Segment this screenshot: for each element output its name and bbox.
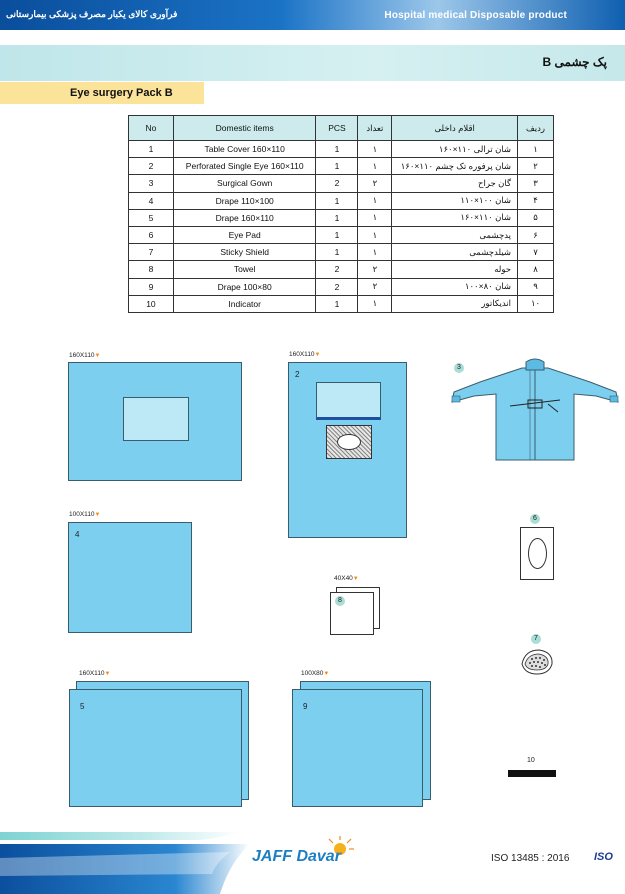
cell-row-fa: ۳ xyxy=(518,175,554,192)
header-persian-title: فرآوری کالای یکبار مصرف پزشکی بیمارستانی xyxy=(6,9,178,19)
iso-certification-text: ISO 13485 : 2016 xyxy=(491,853,570,864)
perforated-eye-adhesive xyxy=(326,425,372,459)
header-english-title: Hospital medical Disposable product xyxy=(384,10,567,21)
cell-row-fa: ۱ xyxy=(518,141,554,158)
cell-row-fa: ۷ xyxy=(518,244,554,261)
cell-pcs: 1 xyxy=(316,209,358,226)
cell-count-fa: ۲ xyxy=(358,261,392,278)
perforated-eye-number: 2 xyxy=(295,370,300,379)
logo-text: JAFF Davar xyxy=(252,848,341,865)
cell-row-fa: ۴ xyxy=(518,192,554,209)
cell-domestic-item: Perforated Single Eye 160×110 xyxy=(173,158,316,175)
indicator-number: 10 xyxy=(527,757,535,764)
cell-domestic-item: Drape 160×110 xyxy=(173,209,316,226)
cell-count-fa: ۲ xyxy=(358,278,392,295)
triangle-marker-icon: ▼ xyxy=(352,576,359,582)
col-header-items-fa: اقلام داخلی xyxy=(392,116,518,141)
drape5-size-label xyxy=(79,670,111,677)
cell-item-fa: حوله xyxy=(392,261,518,278)
cell-item-fa: اندیکاتور xyxy=(392,295,518,312)
cell-item-fa: شان ترالی ۱۱۰×۱۶۰ xyxy=(392,141,518,158)
cell-domestic-item: Surgical Gown xyxy=(173,175,316,192)
cell-domestic-item: Towel xyxy=(173,261,316,278)
triangle-marker-icon: ▼ xyxy=(104,671,111,677)
cell-item-fa: شان ۱۱۰×۱۶۰ xyxy=(392,209,518,226)
cell-no: 3 xyxy=(129,175,174,192)
eye-opening xyxy=(337,434,361,450)
cell-domestic-item: Table Cover 160×110 xyxy=(173,141,316,158)
table-row xyxy=(129,226,554,243)
perforated-eye-pouch xyxy=(316,382,381,420)
cell-count-fa: ۱ xyxy=(358,226,392,243)
drape4-size-text: 100X110 xyxy=(69,511,95,518)
drape9-size-label xyxy=(301,670,329,677)
pack-label xyxy=(0,82,204,104)
cell-pcs: 1 xyxy=(316,295,358,312)
cell-pcs: 1 xyxy=(316,141,358,158)
table-row xyxy=(129,295,554,312)
drape5-size-text: 160X110 xyxy=(79,670,105,677)
cell-count-fa: ۱ xyxy=(358,244,392,261)
eye-pad-oval xyxy=(528,538,547,569)
towel-size-label xyxy=(334,575,359,582)
triangle-marker-icon: ▼ xyxy=(323,671,330,677)
triangle-marker-icon: ▼ xyxy=(314,352,321,358)
table-cover-size-text: 160X110 xyxy=(69,352,95,359)
cell-no: 10 xyxy=(129,295,174,312)
cell-no: 7 xyxy=(129,244,174,261)
cell-item-fa: شان پرفوره تک چشم ۱۱۰×۱۶۰ xyxy=(392,158,518,175)
table-cover-size-label xyxy=(69,352,101,359)
drape9-number: 9 xyxy=(303,702,308,711)
cell-pcs: 2 xyxy=(316,175,358,192)
table-row xyxy=(129,209,554,226)
cell-item-fa: شان ۸۰×۱۰۰ xyxy=(392,278,518,295)
cell-pcs: 1 xyxy=(316,226,358,243)
gown-number: 3 xyxy=(454,363,464,373)
perforated-eye-drape xyxy=(288,362,407,538)
towel-front xyxy=(330,592,374,635)
cell-item-fa: شان ۱۰۰×۱۱۰ xyxy=(392,192,518,209)
pack-label-text: Eye surgery Pack B xyxy=(70,87,173,99)
cell-count-fa: ۱ xyxy=(358,158,392,175)
col-header-no: No xyxy=(129,116,174,141)
cell-item-fa: گان جراح xyxy=(392,175,518,192)
table-header-row xyxy=(129,116,554,141)
table-row xyxy=(129,158,554,175)
indicator-strip xyxy=(508,770,556,777)
cell-row-fa: ۸ xyxy=(518,261,554,278)
cell-row-fa: ۵ xyxy=(518,209,554,226)
sticky-shield-illustration xyxy=(519,648,555,676)
towel-number: 8 xyxy=(335,596,345,606)
cell-count-fa: ۲ xyxy=(358,175,392,192)
table-row xyxy=(129,141,554,158)
cell-count-fa: ۱ xyxy=(358,295,392,312)
items-table xyxy=(128,115,554,313)
cell-pcs: 2 xyxy=(316,278,358,295)
drape9-sheet-front xyxy=(292,689,423,807)
drape4-size-label xyxy=(69,511,101,518)
perforated-eye-size-text: 160X110 xyxy=(289,351,315,358)
col-header-domestic: Domestic items xyxy=(173,116,316,141)
cell-count-fa: ۱ xyxy=(358,192,392,209)
towel-size-text: 40X40 xyxy=(334,575,353,582)
table-row xyxy=(129,278,554,295)
cell-domestic-item: Eye Pad xyxy=(173,226,316,243)
table-row xyxy=(129,261,554,278)
title-bar xyxy=(0,45,625,81)
col-header-pcs: PCS xyxy=(316,116,358,141)
table-row xyxy=(129,244,554,261)
table-cover-panel xyxy=(123,397,189,441)
cell-pcs: 1 xyxy=(316,158,358,175)
col-header-row-fa: ردیف xyxy=(518,116,554,141)
cell-count-fa: ۱ xyxy=(358,209,392,226)
cell-domestic-item: Indicator xyxy=(173,295,316,312)
eye-pad-number: 6 xyxy=(530,514,540,524)
triangle-marker-icon: ▼ xyxy=(94,353,101,359)
cell-row-fa: ۲ xyxy=(518,158,554,175)
cell-pcs: 2 xyxy=(316,261,358,278)
cell-no: 6 xyxy=(129,226,174,243)
cell-no: 2 xyxy=(129,158,174,175)
cell-count-fa: ۱ xyxy=(358,141,392,158)
cell-domestic-item: Drape 110×100 xyxy=(173,192,316,209)
cell-domestic-item: Drape 100×80 xyxy=(173,278,316,295)
drape4-sheet xyxy=(68,522,192,633)
header-band xyxy=(0,0,625,30)
drape5-sheet-front xyxy=(69,689,242,807)
cell-no: 4 xyxy=(129,192,174,209)
surgical-gown-illustration xyxy=(450,356,620,466)
page-title: پک چشمی B xyxy=(542,55,607,69)
cell-item-fa: پدچشمی xyxy=(392,226,518,243)
company-logo xyxy=(252,836,362,866)
drape5-number: 5 xyxy=(80,702,85,711)
perforated-eye-size-label xyxy=(289,351,321,358)
cell-no: 1 xyxy=(129,141,174,158)
table-row xyxy=(129,175,554,192)
table-row xyxy=(129,192,554,209)
col-header-count-fa: تعداد xyxy=(358,116,392,141)
shield-number: 7 xyxy=(531,634,541,644)
triangle-marker-icon: ▼ xyxy=(94,512,101,518)
drape9-size-text: 100X80 xyxy=(301,670,324,677)
cell-no: 8 xyxy=(129,261,174,278)
cell-item-fa: شیلدچشمی xyxy=(392,244,518,261)
cell-pcs: 1 xyxy=(316,244,358,261)
iso-badge: ISO xyxy=(594,851,613,863)
cell-pcs: 1 xyxy=(316,192,358,209)
cell-row-fa: ۱۰ xyxy=(518,295,554,312)
drape4-number: 4 xyxy=(75,530,80,539)
cell-domestic-item: Sticky Shield xyxy=(173,244,316,261)
cell-no: 9 xyxy=(129,278,174,295)
cell-no: 5 xyxy=(129,209,174,226)
table-cover-drape xyxy=(68,362,242,481)
cell-row-fa: ۹ xyxy=(518,278,554,295)
eye-pad-illustration xyxy=(520,527,554,580)
cell-row-fa: ۶ xyxy=(518,226,554,243)
